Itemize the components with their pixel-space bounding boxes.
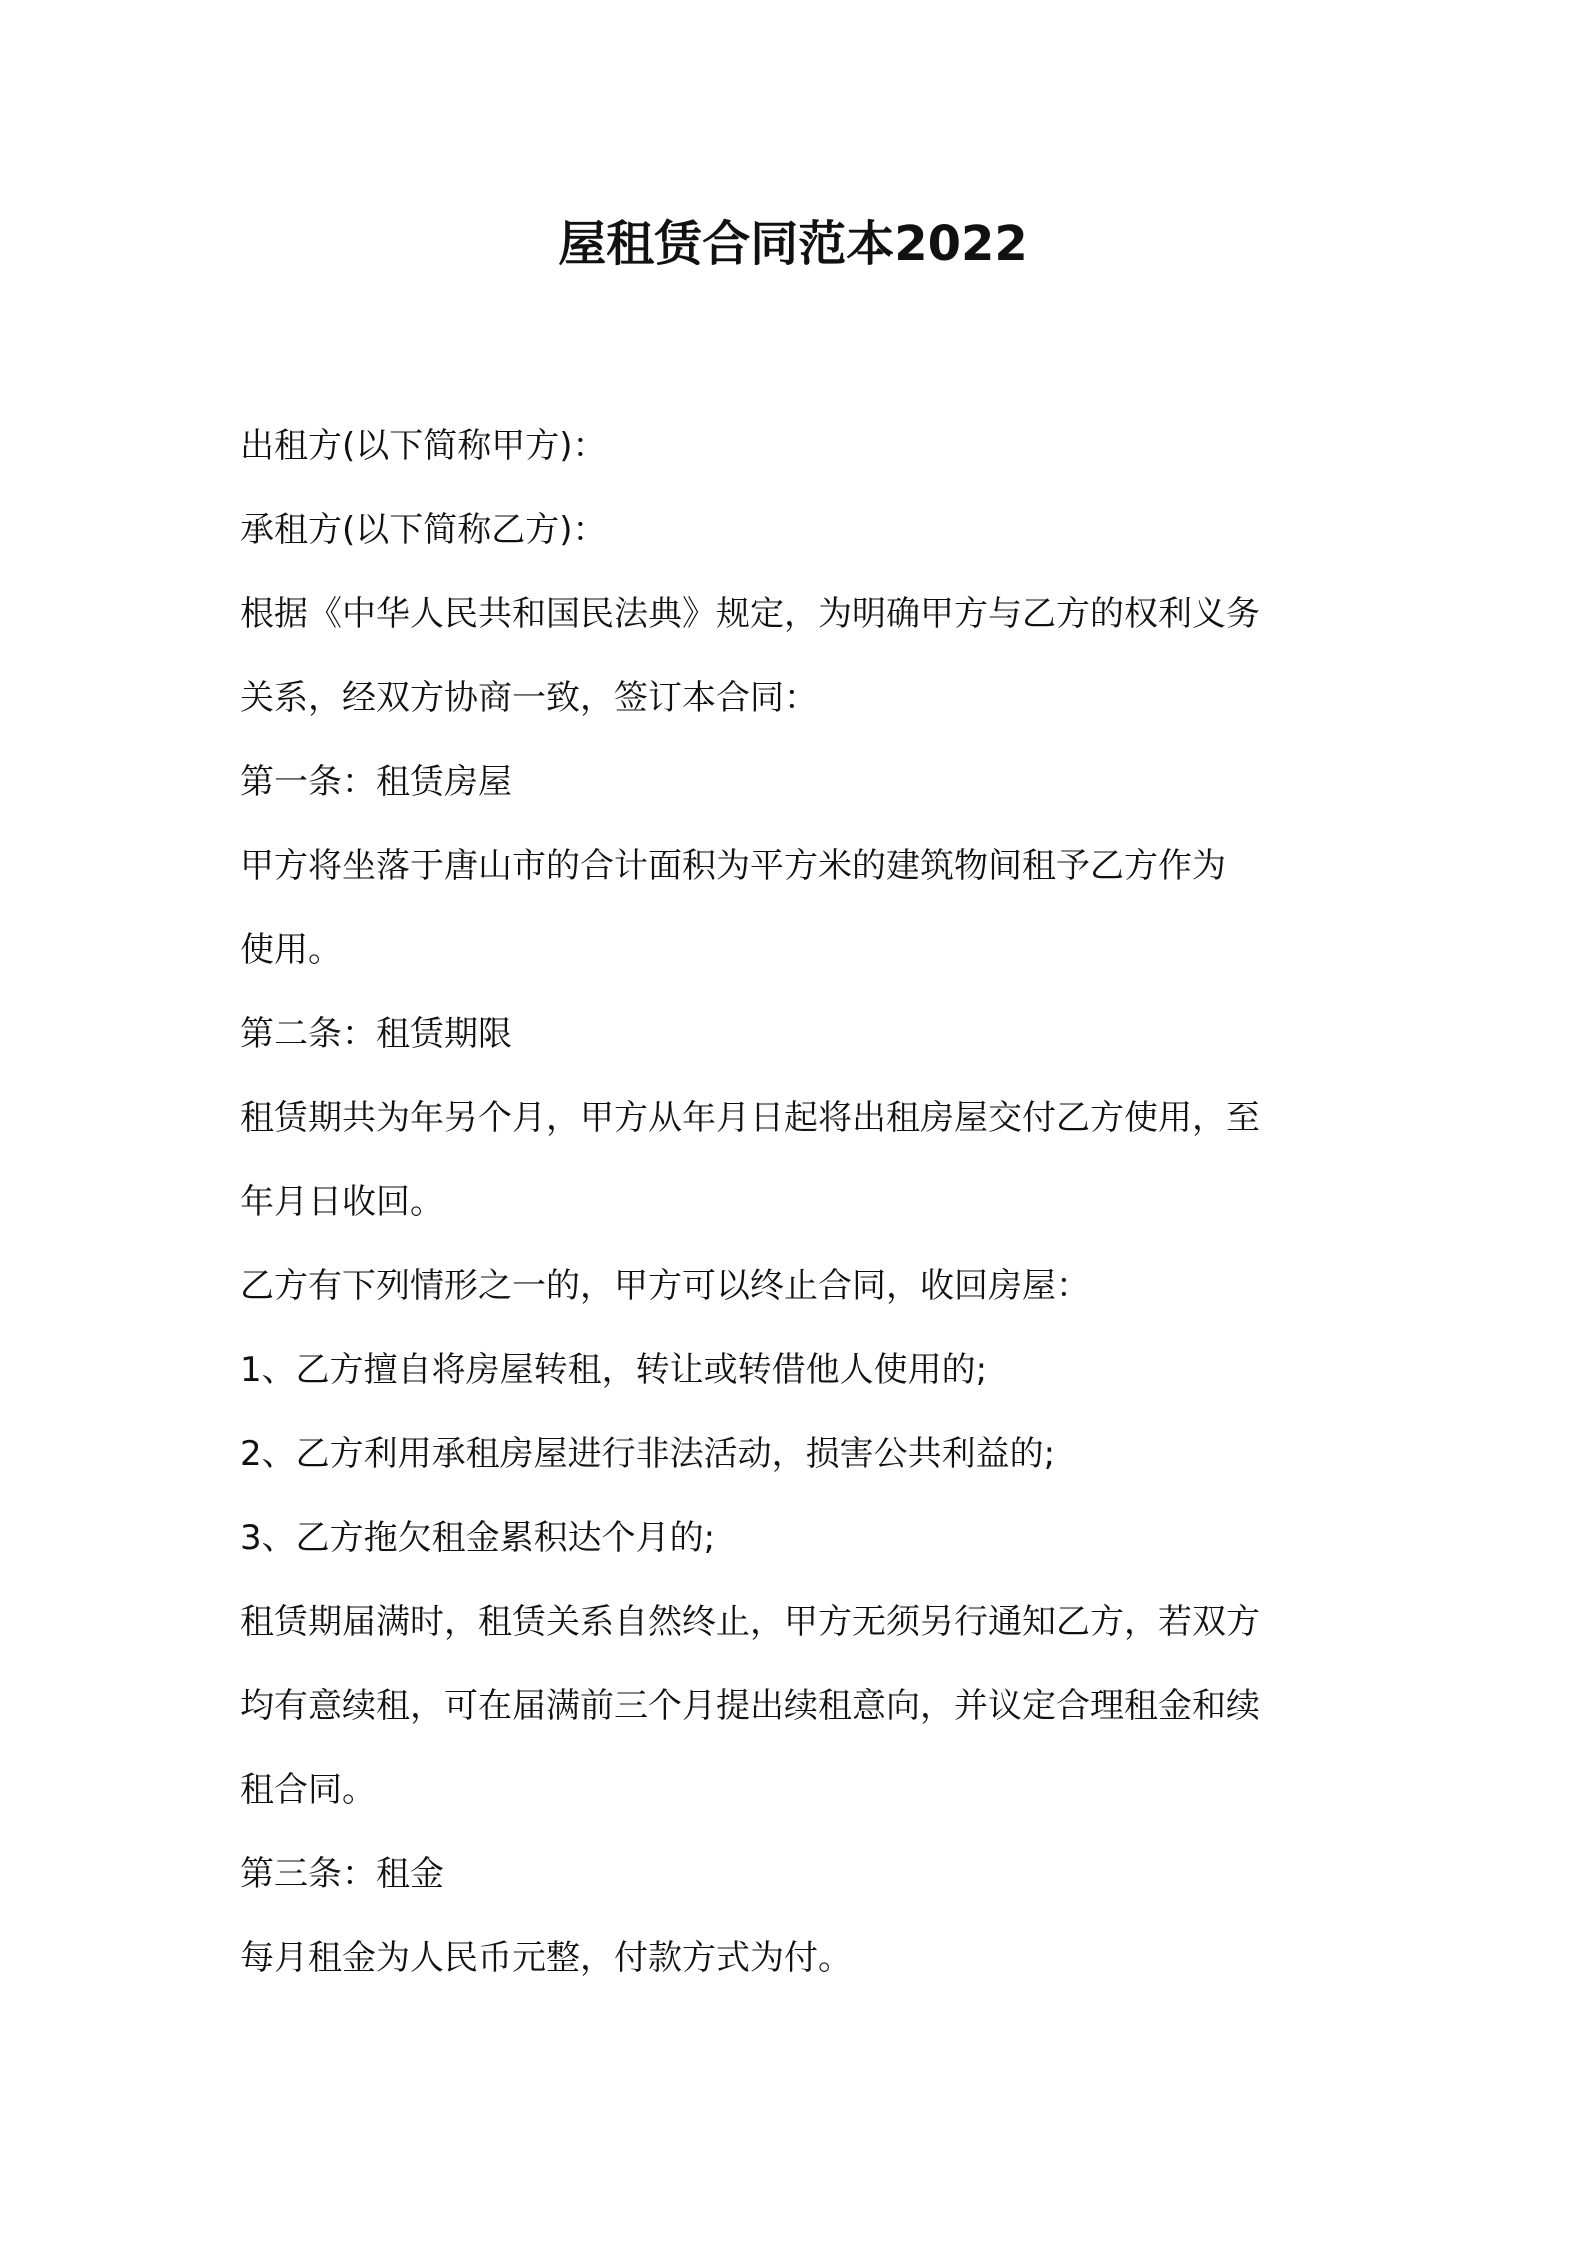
list-item: 1、乙方擅自将房屋转租，转让或转借他人使用的;	[240, 1350, 988, 1390]
text-line: 租赁期共为年另个月，甲方从年月日起将出租房屋交付乙方使用，至	[240, 1098, 1260, 1138]
section-heading: 第一条：租赁房屋	[240, 762, 512, 802]
section-heading: 第三条：租金	[240, 1854, 444, 1894]
text-line: 关系，经双方协商一致，签订本合同：	[240, 678, 818, 718]
text-line: 根据《中华人民共和国民法典》规定，为明确甲方与乙方的权利义务	[240, 594, 1260, 634]
text-line: 承租方(以下简称乙方)：	[240, 510, 607, 550]
document-body	[240, 404, 1360, 2000]
text-line: 出租方(以下简称甲方)：	[240, 426, 607, 466]
document-title: 屋租赁合同范本2022	[558, 216, 1028, 272]
text-line: 甲方将坐落于唐山市的合计面积为平方米的建筑物间租予乙方作为	[240, 846, 1226, 886]
text-line: 每月租金为人民币元整，付款方式为付。	[240, 1938, 852, 1978]
section-heading: 第二条：租赁期限	[240, 1014, 512, 1054]
list-item: 3、乙方拖欠租金累积达个月的;	[240, 1518, 716, 1558]
text-line: 乙方有下列情形之一的，甲方可以终止合同，收回房屋：	[240, 1266, 1090, 1306]
text-line: 使用。	[240, 930, 342, 970]
text-line: 均有意续租，可在届满前三个月提出续租意向，并议定合理租金和续	[240, 1686, 1260, 1726]
text-line: 租赁期届满时，租赁关系自然终止，甲方无须另行通知乙方，若双方	[240, 1602, 1260, 1642]
text-line: 年月日收回。	[240, 1182, 444, 1222]
text-line: 租合同。	[240, 1770, 376, 1810]
list-item: 2、乙方利用承租房屋进行非法活动，损害公共利益的;	[240, 1434, 1056, 1474]
